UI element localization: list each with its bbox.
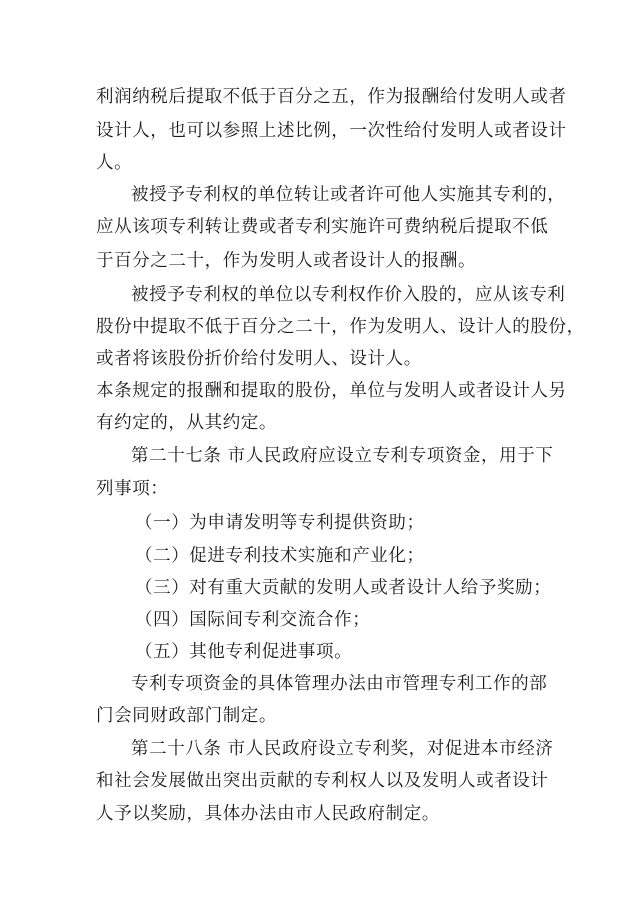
text-line: 股份中提取不低于百分之二十，作为发明人、设计人的股份，	[96, 317, 585, 337]
list-item: （五）其他专利促进事项。	[135, 642, 353, 662]
text-line: 有约定的，从其约定。	[96, 413, 277, 433]
text-line: 和社会发展做出突出贡献的专利权人以及发明人或者设计	[96, 771, 549, 791]
text-line: 人予以奖励，具体办法由市人民政府制定。	[96, 804, 440, 824]
paragraph-start-line: 被授予专利权的单位转让或者许可他人实施其专利的，	[131, 185, 566, 205]
text-line: 于百分之二十，作为发明人或者设计人的报酬。	[96, 251, 477, 271]
text-line: 设计人，也可以参照上述比例，一次性给付发明人或者设计	[96, 121, 567, 141]
text-line: 人。	[96, 153, 133, 173]
text-line: 本条规定的报酬和提取的股份，单位与发明人或者设计人另	[96, 381, 567, 401]
paragraph-start-line: 被授予专利权的单位以专利权作价入股的，应从该专利	[131, 285, 566, 305]
list-item: （一）为申请发明等专利提供资助；	[135, 513, 425, 533]
article-27-heading: 第二十七条 市人民政府应设立专利专项资金，用于下	[131, 446, 554, 466]
text-line: 利润纳税后提取不低于百分之五，作为报酬给付发明人或者	[96, 87, 567, 107]
text-line: 应从该项专利转让费或者专利实施许可费纳税后提取不低	[96, 217, 549, 237]
list-item: （二）促进专利技术实施和产业化；	[135, 546, 425, 566]
list-item: （三）对有重大贡献的发明人或者设计人给予奖励；	[135, 578, 552, 598]
text-line: 列事项：	[96, 479, 169, 499]
text-line: 门会同财政部门制定。	[96, 706, 277, 726]
article-28-heading: 第二十八条 市人民政府设立专利奖，对促进本市经济	[131, 739, 554, 759]
list-item: （四）国际间专利交流合作；	[135, 610, 371, 630]
paragraph-start-line: 专利专项资金的具体管理办法由市管理专利工作的部	[131, 674, 548, 694]
text-line: 或者将该股份折价给付发明人、设计人。	[96, 349, 422, 369]
